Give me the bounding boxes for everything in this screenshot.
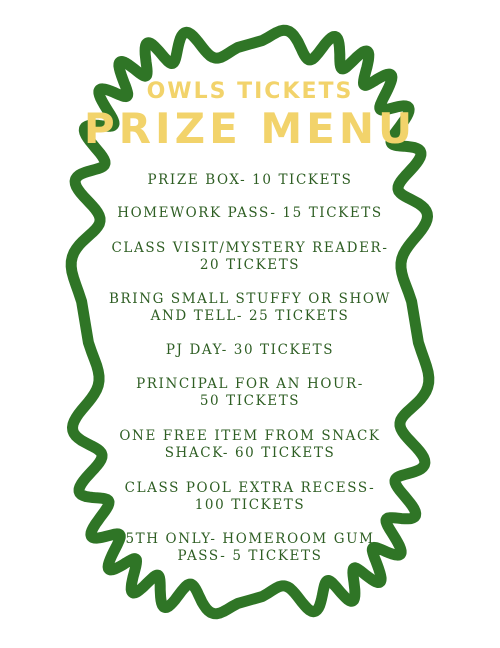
prize-item-line2: 100 TICKETS [194, 497, 306, 513]
prize-item-line1: CLASS VISIT/MYSTERY READER- [111, 240, 389, 256]
prize-item [60, 480, 440, 514]
prize-item [60, 291, 440, 325]
prize-item-line1: ONE FREE ITEM FROM SNACK [119, 428, 381, 444]
prize-item-line1: PRIZE BOX- 10 TICKETS [147, 172, 353, 188]
prize-item [60, 376, 440, 410]
prize-item-line2: AND TELL- 25 TICKETS [150, 308, 350, 324]
prize-item [60, 428, 440, 462]
prize-item-line1: CLASS POOL EXTRA RECESS- [124, 480, 376, 496]
prize-item-line2: 20 TICKETS [199, 257, 301, 273]
menu-subtitle: OWLS TICKETS [146, 79, 354, 104]
menu-title: PRIZE MENU [83, 104, 417, 153]
prize-item [60, 240, 440, 274]
prize-item-line1: PRINCIPAL FOR AN HOUR- [136, 376, 364, 392]
prize-item-line2: 50 TICKETS [199, 393, 301, 409]
prize-item [60, 172, 440, 189]
prize-item [60, 531, 440, 565]
prize-item-line1: 5TH ONLY- HOMEROOM GUM [125, 531, 375, 547]
prize-item-line2: SHACK- 60 TICKETS [164, 445, 336, 461]
prize-item-line2: PASS- 5 TICKETS [177, 548, 323, 564]
prize-item-line1: PJ DAY- 30 TICKETS [165, 342, 335, 358]
prize-item [60, 342, 440, 359]
prize-item-line1: HOMEWORK PASS- 15 TICKETS [117, 205, 383, 221]
prize-item-line1: BRING SMALL STUFFY OR SHOW [108, 291, 391, 307]
prize-item [60, 205, 440, 222]
